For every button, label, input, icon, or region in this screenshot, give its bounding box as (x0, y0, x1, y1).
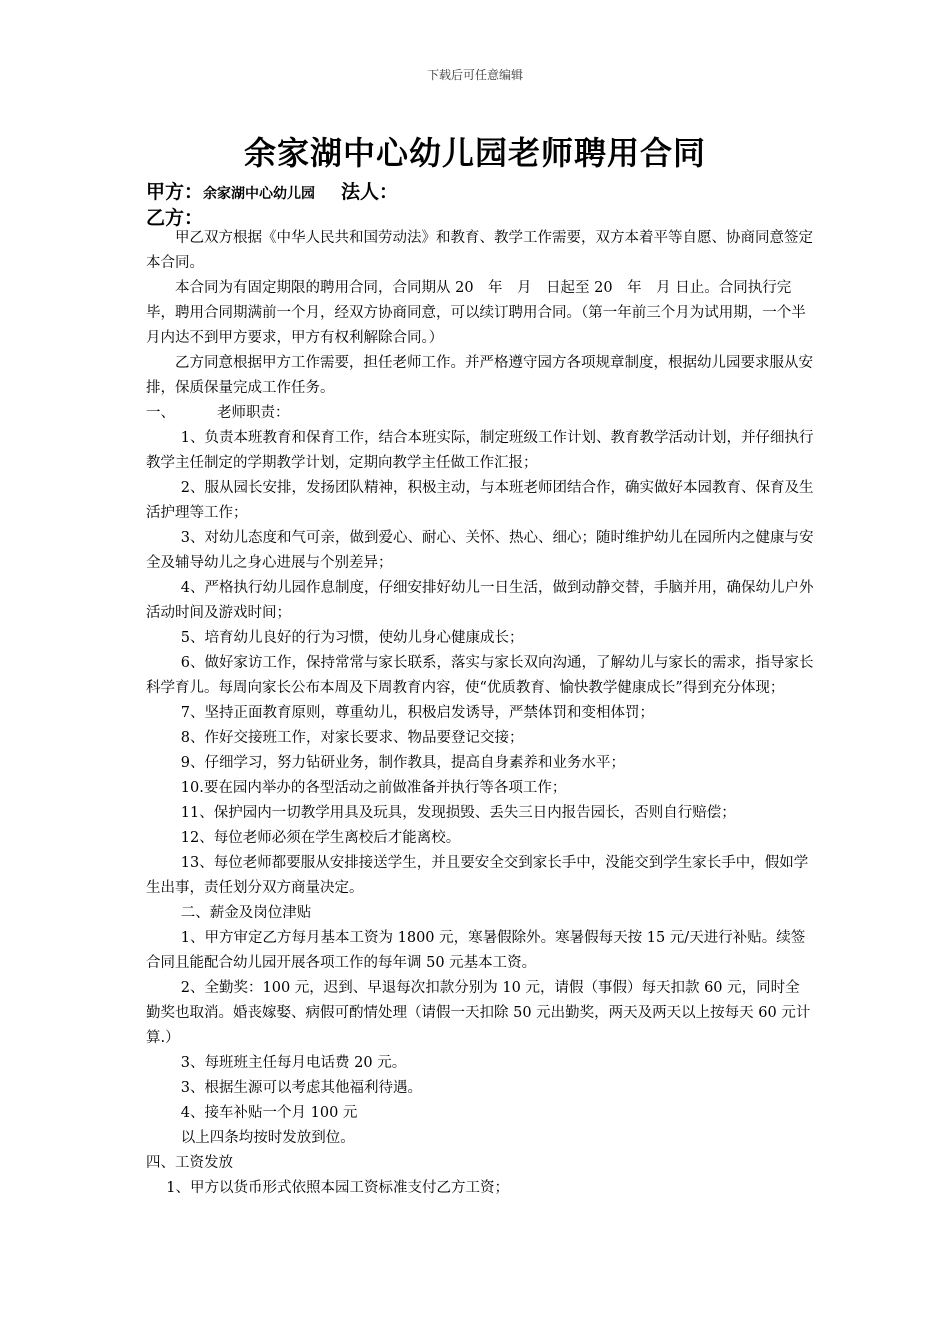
duty-item: 8、作好交接班工作，对家长要求、物品要登记交接； (180, 730, 524, 746)
salary-item: 2、全勤奖：100 元，迟到、早退每次扣款分别为 10 元，请假（事假）每天扣款 60 元，同时全勤奖也取消。婚丧嫁娶、病假可酌情处理（请假一天扣除 50 元出勤奖，两天及两天以上按每天 60 元计算.） (146, 980, 811, 1046)
duty-item: 2、服从园长安排，发扬团队精神，积极主动，与本班老师团结合作，确实做好本园教育、保育及生活护理等工作； (146, 480, 814, 521)
duty-item: 10.要在园内举办的各型活动之前做准备并执行等各项工作； (180, 780, 567, 796)
intro-paragraph: 本合同为有固定期限的聘用合同，合同期从 20 年 月 日起至 20 年 月 日止。合同执行完毕，聘用合同期满前一个月，经双方协商同意，可以续订聘用合同。（第一年前三个月为试用期，一个半月内达不到甲方要求，甲方有权利解除合同。） (146, 280, 806, 346)
salary-item: 4、接车补贴一个月 100 元 (180, 1105, 358, 1121)
salary-item: 1、甲方审定乙方每月基本工资为 1800 元，寒暑假除外。寒暑假每天按 15 元/天进行补贴。续签合同且能配合幼儿园开展各项工作的每年调 50 元基本工资。 (146, 930, 806, 971)
section-1-number: 一、 (146, 405, 175, 421)
party-a-legal-label: 法人： (341, 181, 399, 203)
party-a-label: 甲方： (146, 181, 204, 203)
salary-item: 以上四条均按时发放到位。 (180, 1130, 355, 1146)
section-4-heading: 四、工资发放 (146, 1155, 233, 1171)
section-1-heading (146, 401, 814, 426)
duty-item: 11、保护园内一切教学用具及玩具，发现损毁、丢失三日内报告园长，否则自行赔偿； (180, 805, 736, 821)
party-b-label: 乙方： (146, 207, 204, 229)
duty-item: 5、培育幼儿良好的行为习惯，使幼儿身心健康成长； (180, 630, 524, 646)
section-2-heading: 二、薪金及岗位津贴 (180, 905, 312, 921)
section-1-title: 老师职责： (217, 405, 290, 421)
duty-item: 1、负责本班教育和保育工作，结合本班实际，制定班级工作计划、教育教学活动计划，并仔细执行教学主任制定的学期教学计划，定期向教学主任做工作汇报； (146, 430, 814, 471)
payment-item: 1、甲方以货币形式依照本园工资标准支付乙方工资； (166, 1180, 510, 1196)
duty-item: 7、坚持正面教育原则，尊重幼儿，积极启发诱导，严禁体罚和变相体罚； (180, 705, 655, 721)
intro-paragraph: 乙方同意根据甲方工作需要，担任老师工作。并严格遵守园方各项规章制度，根据幼儿园要求服从安排，保质保量完成工作任务。 (146, 355, 813, 396)
duty-item: 12、每位老师必须在学生离校后才能离校。 (180, 830, 461, 846)
salary-item: 3、每班班主任每月电话费 20 元。 (180, 1055, 407, 1071)
contract-body (146, 226, 814, 1201)
duty-item: 9、仔细学习，努力钻研业务，制作教具，提高自身素养和业务水平； (180, 755, 626, 771)
party-a-name: 余家湖中心幼儿园 (203, 186, 316, 202)
duty-item: 6、做好家访工作，保持常常与家长联系，落实与家长双向沟通，了解幼儿与家长的需求，指导家长科学育儿。每周向家长公布本周及下周教育内容，使“优质教育、愉快教学健康成长”得到充分体现； (146, 655, 814, 696)
header-note: 下载后可任意编辑 (426, 68, 523, 82)
salary-item: 3、根据生源可以考虑其他福利待遇。 (180, 1080, 423, 1096)
duty-item: 13、每位老师都要服从安排接送学生，并且要安全交到家长手中，没能交到学生家长手中，假如学生出事，责任划分双方商量决定。 (146, 855, 809, 896)
intro-paragraph: 甲乙双方根据《中华人民共和国劳动法》和教育、教学工作需要，双方本着平等自愿、协商同意签定本合同。 (146, 230, 813, 271)
document-title: 余家湖中心幼儿园老师聘用合同 (243, 134, 706, 172)
duty-item: 3、对幼儿态度和气可亲，做到爱心、耐心、关怀、热心、细心；随时维护幼儿在园所内之健康与安全及辅导幼儿之身心进展与个别差异； (146, 530, 814, 571)
duty-item: 4、严格执行幼儿园作息制度，仔细安排好幼儿一日生活，做到动静交替，手脑并用，确保幼儿户外活动时间及游戏时间； (146, 580, 814, 621)
party-a-line (146, 177, 398, 204)
